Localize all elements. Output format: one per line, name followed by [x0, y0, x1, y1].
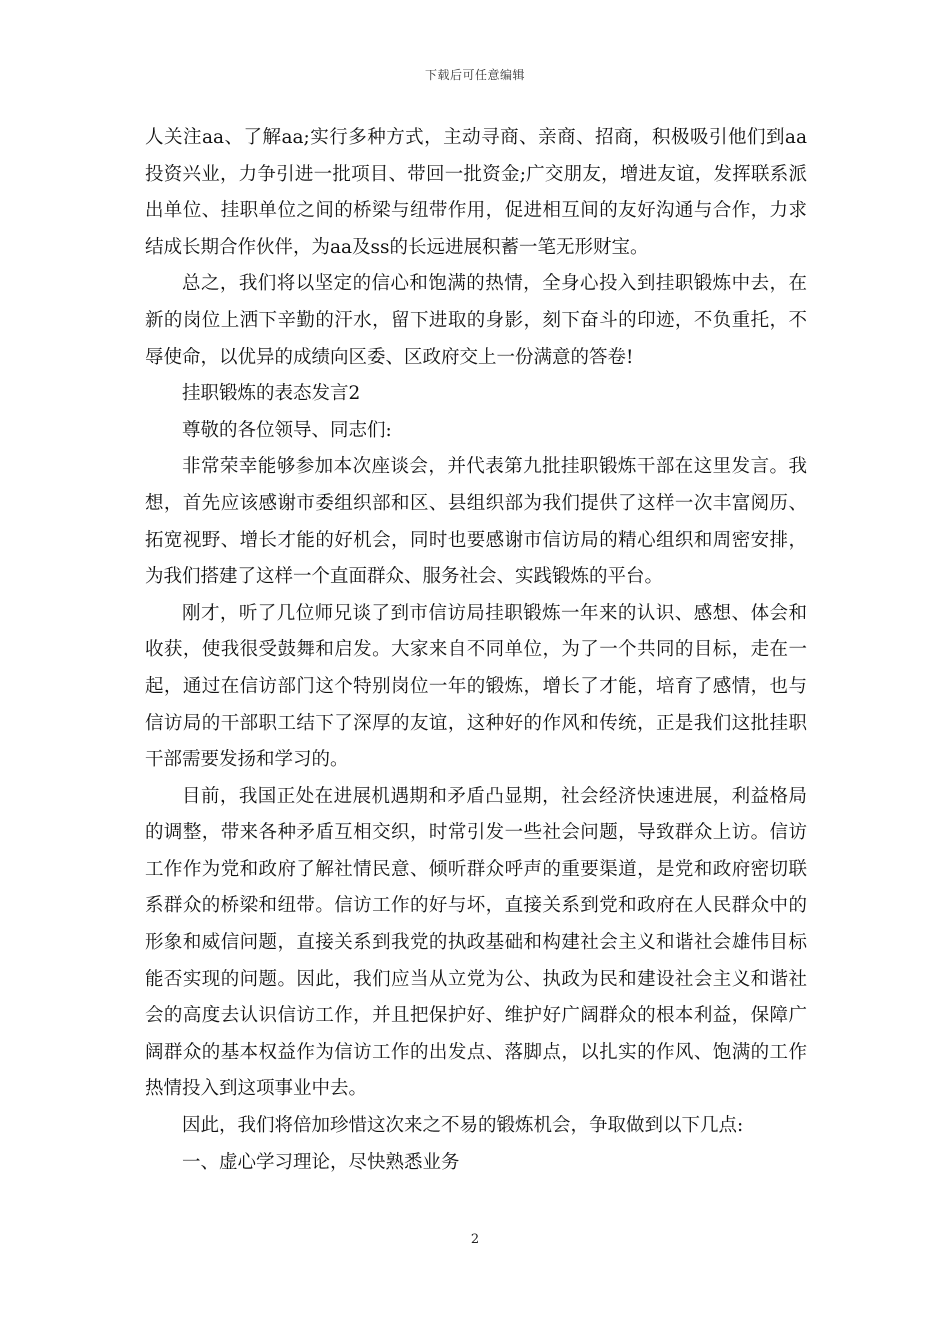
paragraph-commitment: 因此，我们将倍加珍惜这次来之不易的锻炼机会，争取做到以下几点:: [182, 1115, 744, 1137]
paragraph-context: 目前，我国正处在进展机遇期和矛盾凸显期，社会经济快速进展，利益格局的调整，带来各种矛盾互相交织，时常引发一些社会问题，导致群众上访。信访工作作为党和政府了解社情民意、倾听群众呼声的重要渠道，是党和政府密切联系群众的桥梁和纽带。信访工作的好与坏，直接关系到党和政府在人民群众中的形象和威信问题，直接关系到我党的执政基础和构建社会主义和谐社会雄伟目标能否实现的问题。因此，我们应当从立党为公、执政为民和建设社会主义和谐社会的高度去认识信访工作，并且把保护好、维护好广阔群众的根本利益，保障广阔群众的基本权益作为信访工作的出发点、落脚点，以扎实的作风、饱满的工作热情投入到这项事业中去。: [145, 785, 807, 1100]
paragraph-continuation: 人关注aa、了解aa;实行多种方式，主动寻商、亲商、招商，积极吸引他们到aa投资兴业，力争引进一批项目、带回一批资金;广交朋友，增进友谊，发挥联系派出单位、挂职单位之间的桥梁与纽带作用，促进相互间的友好沟通与合作，力求结成长期合作伙伴，为aa及ss的长远进展积蓄一笔无形财宝。: [145, 127, 807, 258]
document-body: [145, 120, 807, 1181]
paragraph-summary: 总之，我们将以坚定的信心和饱满的热情，全身心投入到挂职锻炼中去，在新的岗位上洒下辛勤的汗水，留下进取的身影，刻下奋斗的印迹，不负重托，不辱使命，以优异的成绩向区委、区政府交上一份满意的答卷!: [145, 273, 807, 368]
page-header-note: 下载后可任意编辑: [424, 68, 525, 82]
list-item-heading: 一、虚心学习理论，尽快熟悉业务: [182, 1151, 460, 1173]
salutation: 尊敬的各位领导、同志们:: [182, 419, 392, 441]
section-title: 挂职锻炼的表态发言2: [182, 383, 361, 405]
page-number: 2: [470, 1232, 480, 1247]
paragraph-reflection: 刚才，听了几位师兄谈了到市信访局挂职锻炼一年来的认识、感想、体会和收获，使我很受鼓舞和启发。大家来自不同单位，为了一个共同的目标，走在一起，通过在信访部门这个特别岗位一年的锻炼，增长了才能，培育了感情，也与信访局的干部职工结下了深厚的友谊，这种好的作风和传统，正是我们这批挂职干部需要发扬和学习的。: [145, 602, 807, 771]
paragraph-opening: 非常荣幸能够参加本次座谈会，并代表第九批挂职锻炼干部在这里发言。我想，首先应该感谢市委组织部和区、县组织部为我们提供了这样一次丰富阅历、拓宽视野、增长才能的好机会，同时也要感谢市信访局的精心组织和周密安排，为我们搭建了这样一个直面群众、服务社会、实践锻炼的平台。: [145, 456, 807, 588]
